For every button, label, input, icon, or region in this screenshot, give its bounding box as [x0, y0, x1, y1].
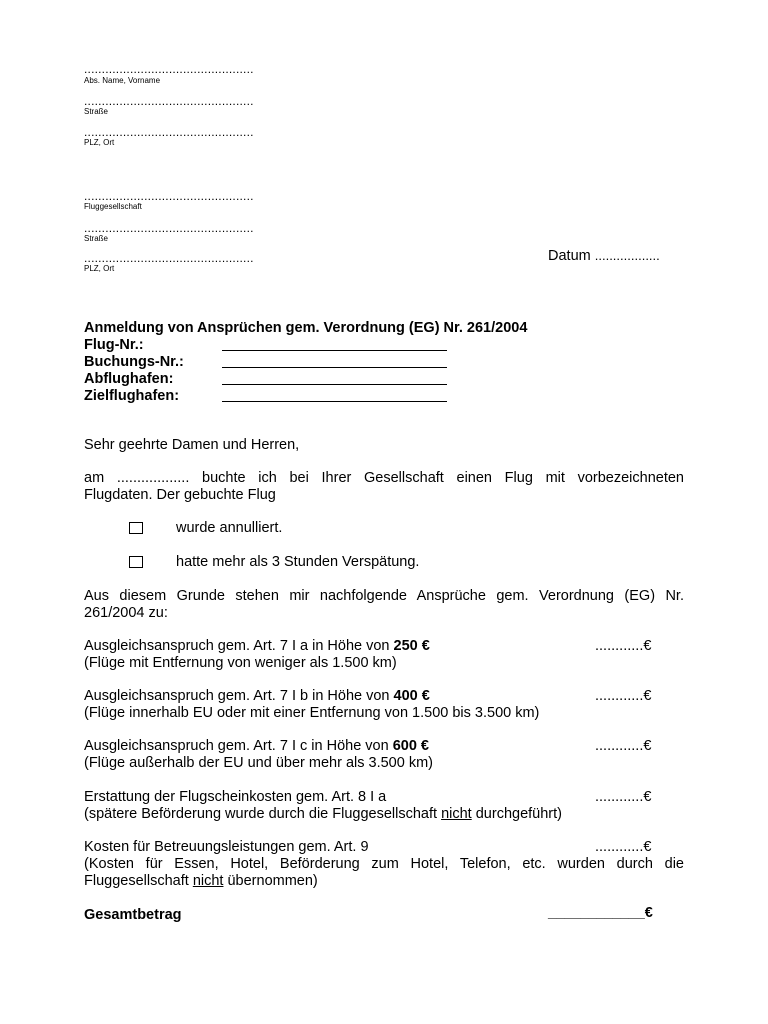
airline-city-label: PLZ, Ort	[84, 264, 115, 273]
claim-4-note	[84, 806, 562, 823]
departure-airport-blank[interactable]	[222, 384, 447, 385]
claim-5-amount-blank[interactable]: ............€	[595, 839, 652, 855]
claims-intro-line-2: 261/2004 zu:	[84, 605, 168, 621]
field-booking-number-label: Buchungs-Nr.:	[84, 354, 184, 370]
total-label: Gesamtbetrag	[84, 907, 182, 923]
field-departure-airport-label: Abflughafen:	[84, 371, 174, 387]
airline-city-line: ................................................	[84, 251, 254, 265]
claim-1-amount: 250 €	[393, 638, 430, 654]
claim-4-note-underlined: nicht	[441, 806, 472, 822]
claims-intro-line-1: Aus diesem Grunde stehen mir nachfolgende Ansprüche gem. Verordnung (EG) Nr.	[84, 588, 684, 604]
claim-5-note-line-2	[84, 873, 318, 890]
sender-city-label: PLZ, Ort	[84, 138, 115, 147]
claim-5-text: Kosten für Betreuungsleistungen gem. Art. 9	[84, 839, 369, 855]
claim-2-amount-blank[interactable]: ............€	[595, 688, 652, 704]
sender-name-line: ................................................	[84, 62, 254, 76]
date-label: Datum	[548, 248, 591, 264]
sender-street-line: ................................................	[84, 94, 254, 108]
sender-street-label: Straße	[84, 107, 109, 116]
intro-line-1: am .................. buchte ich bei Ihrer Gesellschaft einen Flug mit vorbezeichneten	[84, 470, 684, 486]
claim-3	[84, 738, 429, 755]
claim-2-text: Ausgleichsanspruch gem. Art. 7 I b in Höhe von	[84, 688, 394, 704]
salutation: Sehr geehrte Damen und Herren,	[84, 437, 300, 453]
claim-3-amount: 600 €	[392, 738, 429, 754]
airline-street-line: ................................................	[84, 221, 254, 235]
claim-2-amount: 400 €	[393, 688, 430, 704]
claim-5-note-b: übernommen)	[223, 873, 318, 889]
flight-number-blank[interactable]	[222, 350, 447, 351]
claim-1-text: Ausgleichsanspruch gem. Art. 7 I a in Höhe von	[84, 638, 394, 654]
claim-4-text: Erstattung der Flugscheinkosten gem. Art. 8 I a	[84, 789, 387, 805]
airline-name-label: Fluggesellschaft	[84, 202, 142, 211]
date-dots: ..................	[594, 248, 660, 263]
option-delayed-label: hatte mehr als 3 Stunden Verspätung.	[176, 554, 420, 570]
sender-city-line: ................................................	[84, 125, 254, 139]
claim-3-text: Ausgleichsanspruch gem. Art. 7 I c in Höhe von	[84, 738, 393, 754]
claim-2	[84, 688, 430, 705]
claim-3-amount-blank[interactable]: ............€	[595, 738, 652, 754]
total-amount-blank[interactable]: ____________€	[548, 905, 653, 921]
option-cancelled-label: wurde annulliert.	[176, 520, 283, 536]
claim-1-amount-blank[interactable]: ............€	[595, 638, 652, 654]
claim-2-note: (Flüge innerhalb EU oder mit einer Entfernung von 1.500 bis 3.500 km)	[84, 705, 540, 721]
claim-5-note-a: Fluggesellschaft	[84, 873, 193, 889]
field-flight-number-label: Flug-Nr.:	[84, 337, 144, 353]
booking-number-blank[interactable]	[222, 367, 447, 368]
sender-name-label: Abs. Name, Vorname	[84, 76, 161, 85]
field-destination-airport-label: Zielflughafen:	[84, 388, 180, 404]
checkbox-cancelled[interactable]	[129, 522, 143, 534]
claim-3-note: (Flüge außerhalb der EU und über mehr als 3.500 km)	[84, 755, 433, 771]
airline-street-label: Straße	[84, 234, 109, 243]
claim-5-note-line-1: (Kosten für Essen, Hotel, Beförderung zum Hotel, Telefon, etc. wurden durch die	[84, 856, 684, 872]
checkbox-delayed[interactable]	[129, 556, 143, 568]
claim-4-note-b: durchgeführt)	[471, 806, 562, 822]
claim-4-note-a: (spätere Beförderung wurde durch die Fluggesellschaft	[84, 806, 442, 822]
date-field	[548, 247, 660, 265]
claim-1	[84, 638, 430, 655]
airline-name-line: ................................................	[84, 189, 254, 203]
destination-airport-blank[interactable]	[222, 401, 447, 402]
intro-line-2: Flugdaten. Der gebuchte Flug	[84, 487, 276, 503]
claim-1-note: (Flüge mit Entfernung von weniger als 1.500 km)	[84, 655, 397, 671]
claim-5-note-underlined: nicht	[192, 873, 224, 889]
claim-4-amount-blank[interactable]: ............€	[595, 789, 652, 805]
subject-title: Anmeldung von Ansprüchen gem. Verordnung (EG) Nr. 261/2004	[84, 320, 528, 336]
